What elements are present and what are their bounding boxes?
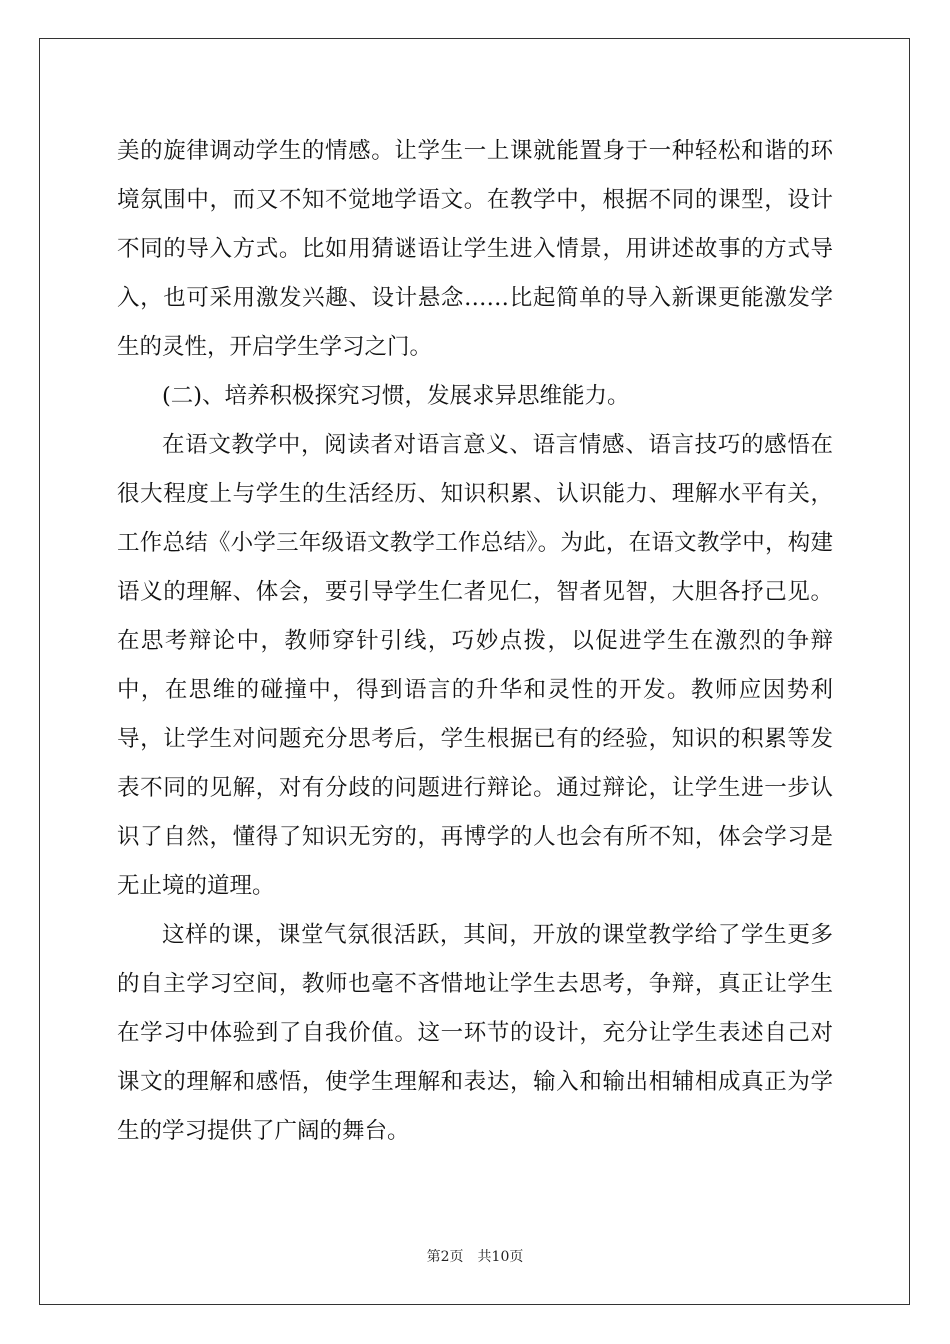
paragraph-4: 这样的课，课堂气氛很活跃，其间，开放的课堂教学给了学生更多的自主学习空间，教师也毫不吝惜地让学生去思考，争辩，真正让学生在学习中体验到了自我价值。这一环节的设计，充分让学生表述自己对课文的理解和感悟，使学生理解和表达，输入和输出相辅相成真正为学生的学习提供了广阔的舞台。: [117, 922, 833, 1144]
paragraph-2-heading: (二)、培养积极探究习惯，发展求异思维能力。: [162, 383, 630, 409]
page-footer: [0, 1246, 950, 1266]
page-number: 第2页: [426, 1249, 464, 1265]
page-total: 共10页: [477, 1249, 524, 1265]
document-body: [117, 127, 833, 1156]
paragraph-3: 在语文教学中，阅读者对语言意义、语言情感、语言技巧的感悟在很大程度上与学生的生活经历、知识积累、认识能力、理解水平有关，工作总结《小学三年级语文教学工作总结》。为此，在语文教学中，构建语义的理解、体会，要引导学生仁者见仁，智者见智，大胆各抒己见。在思考辩论中，教师穿针引线，巧妙点拨，以促进学生在激烈的争辩中，在思维的碰撞中，得到语言的升华和灵性的开发。教师应因势利导，让学生对问题充分思考后，学生根据已有的经验，知识的积累等发表不同的见解，对有分歧的问题进行辩论。通过辩论，让学生进一步认识了自然，懂得了知识无穷的，再博学的人也会有所不知，体会学习是无止境的道理。: [117, 432, 833, 899]
paragraph-1: 美的旋律调动学生的情感。让学生一上课就能置身于一种轻松和谐的环境氛围中，而又不知不觉地学语文。在教学中，根据不同的课型，设计不同的导入方式。比如用猜谜语让学生进入情景，用讲述故事的方式导入，也可采用激发兴趣、设计悬念……比起简单的导入新课更能激发学生的灵性，开启学生学习之门。: [117, 138, 833, 360]
